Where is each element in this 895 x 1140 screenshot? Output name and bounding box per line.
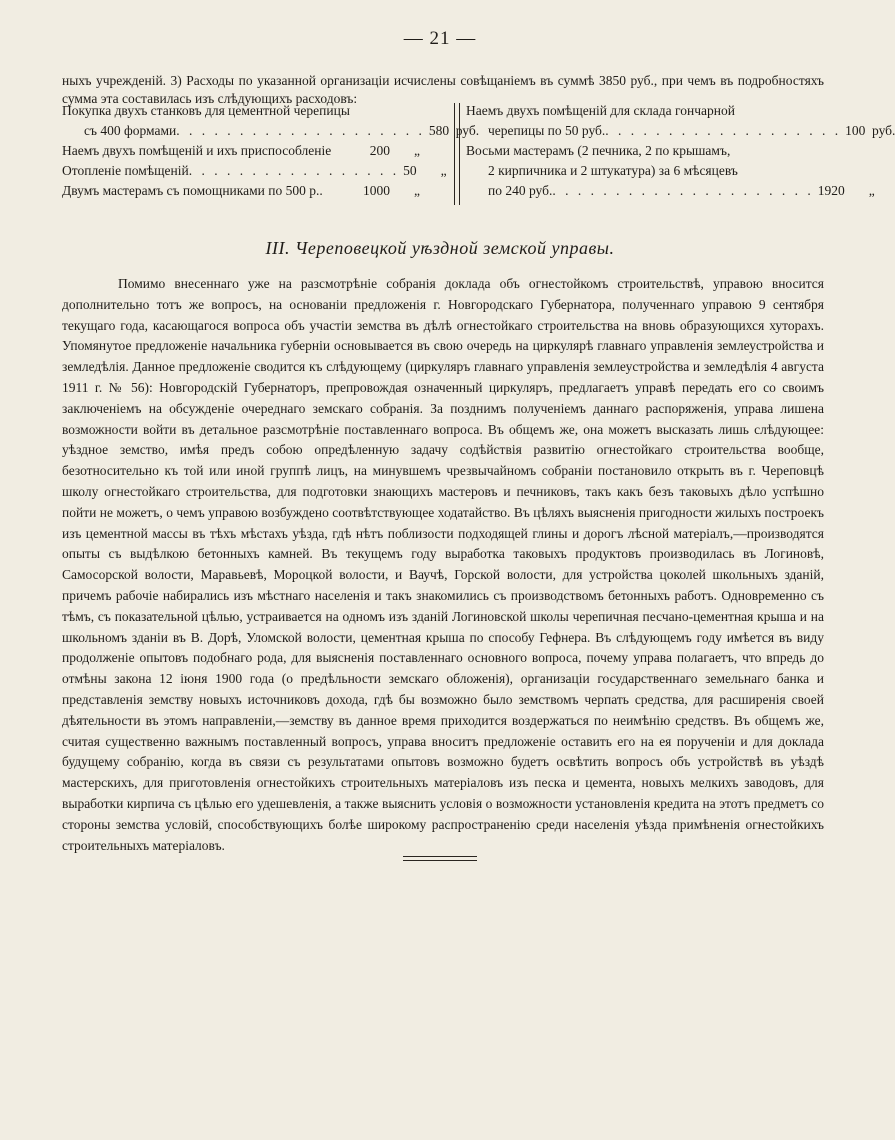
expense-amount: 580 (428, 123, 450, 138)
expense-amount: 100 (845, 123, 866, 138)
leader-dots: . . . . . . . . . . . . . . . . . . . . (176, 123, 425, 138)
intro-text: ныхъ учрежденій. 3) Расходы по указанной организаціи исчислены совѣщаніемъ въ суммѣ 3850 руб., при чемъ въ подробностяхъ сумма эта составилась изъ слѣдующихъ расходовъ: (62, 73, 824, 106)
expense-label: по 240 руб. (488, 183, 553, 198)
leader-dots: . . . . . . . . . . . . . . . . . . . (605, 123, 842, 138)
section-title: III. Череповецкой уѣздной земской управы. (265, 238, 615, 258)
expense-amount: 1000 (363, 183, 390, 198)
expense-label: 2 кирпичника и 2 штукатура) за 6 мѣсяцевъ (488, 163, 738, 178)
expense-label: Восьми мастерамъ (2 печника, 2 по крышамъ, (466, 143, 731, 158)
closing-rule (403, 856, 477, 861)
expense-amount: 200 (369, 143, 390, 158)
expense-row (466, 121, 895, 141)
expenses-right-column (466, 101, 895, 201)
expense-row (62, 161, 447, 181)
expenses-left-column (62, 101, 480, 201)
expense-row (62, 121, 480, 141)
expense-row (62, 101, 420, 121)
expense-row (466, 161, 826, 181)
expense-row (62, 141, 420, 161)
column-divider (454, 103, 460, 205)
expense-unit: руб. (872, 123, 895, 138)
expense-row (62, 181, 420, 201)
expense-amount: 1920 (817, 183, 845, 198)
expense-row (466, 181, 875, 201)
leader-dots: . (319, 183, 326, 198)
expense-row (466, 141, 826, 161)
expense-unit: „ (440, 163, 447, 178)
leader-dots: . . . . . . . . . . . . . . . . . . . . . (552, 183, 814, 198)
leader-dots: . . . . . . . . . . . . . . . . . (188, 163, 400, 178)
expense-row (466, 101, 826, 121)
body-paragraph: Помимо внесеннаго уже на разсмотрѣніе собранія доклада объ огнестойкомъ строительствѣ, управою вносится дополнительно тотъ же вопросъ, на основаніи предложенія г. Новгородскаго Губернатора, полученнаго управою 9 сентября текущаго года, касающагося вопроса объ участіи земства въ дѣлѣ огнестойкаго строительства на вновь образующихся хуторахъ. Упомянутое предложеніе начальника губерніи основывается въ свою очередь на циркулярѣ главнаго управленія землеустройства и земледѣлія. Данное предложеніе сводится къ слѣдующему (циркуляръ главнаго управленія землеустройства и земледѣлія 4 августа 1911 г. № 56): Новгородскій Губернаторъ, препровождая означенный циркуляръ, предлагаетъ управѣ передать его со своимъ заключеніемъ на обсужденіе очереднаго земскаго собранія. За позднимъ полученіемъ даннаго распоряженія, управа лишена возможности войти въ детальное разсмотрѣніе поставленнаго вопроса. Въ общемъ же, она можетъ высказать лишь слѣдующее: уѣздное земство, имѣя предъ собою опредѣленную задачу содѣйствія развитію огнестойкаго строительства вообще, безотносительно къ той или иной группѣ лицъ, на минувшемъ чрезвычайномъ собраніи постановило открыть въ г. Череповцѣ школу огнестойкаго строительства, для подготовки знающихъ мастеровъ и печниковъ, такъ какъ безъ таковыхъ дѣло успѣшно пойти не можетъ, о чемъ управою возбуждено соотвѣтствующее ходатайство. Въ цѣляхъ выясненія пригодности жилыхъ построекъ изъ цементной массы въ тѣхъ мѣстахъ уѣзда, гдѣ нѣтъ поблизости подходящей глины и дорогъ лѣсной матеріалъ,—производятся опыты съ выдѣлкою бетонныхъ камней. Въ текущемъ году выработка таковыхъ продуктовъ производилась въ Логиновѣ, Самосорской волости, Маравьевѣ, Мороцкой волости, и Ваучѣ, Горской волости, для устройства цоколей школьныхъ зданій, причемъ рабочіе набирались изъ мѣстнаго населенія и такъ знакомились съ производствомъ бетонныхъ работъ. Одновременно съ тѣмъ, съ показательной цѣлью, устраивается на одномъ изъ зданій Логиновской школы черепичная песчано-цементная крыша и на школьномъ зданіи въ В. Дорѣ, Уломской волости, цементная крыша по способу Гефнера. Въ слѣдующемъ году имѣется въ виду продолженіе опытовъ подобнаго рода, для выясненія поставленнаго основного вопроса, почему управа полагаетъ, что впредь до отмѣны закона 12 іюня 1900 года (о предѣльности земскаго обложенія), организаціи государственнаго земельнаго банка и представленія земству новыхъ источниковъ дохода, гдѣ бы возможно было земствомъ черпать средства, для расширенія своей дѣятельности въ этомъ направленіи,—земству въ данное время приходится воздержаться по неимѣнію средствъ. Въ общемъ же, считая существенно важнымъ поставленный вопросъ, управа вноситъ предложеніе оставить его на ея порученіи и для доклада будущему собранію, когда въ связи съ результатами опытовъ возможно будетъ освѣтить вопросъ объ устройствѣ въ уѣздѣ мастерскихъ, для приготовленія огнестойкихъ строительныхъ матеріаловъ изъ песка и цемента, новыхъ мелкихъ заводовъ, для выработки кирпича съ цѣлью его удешевленія, а также выяснить условія о возможности установленія кредита на этотъ предметъ со стороны земства условій, способствующихъ болѣе широкому распространенію среди населенія уѣзда примѣненія огнестойкихъ строительныхъ матеріаловъ. (62, 276, 824, 853)
expense-label: Наемъ двухъ помѣщеній и ихъ приспособленіе (62, 143, 332, 158)
expense-unit: „ (414, 143, 420, 158)
expense-unit: „ (868, 183, 875, 198)
expense-amount: 50 (403, 163, 417, 178)
expense-unit: „ (414, 183, 420, 198)
expense-label: черепицы по 50 руб. (488, 123, 606, 138)
expense-label: Двумъ мастерамъ съ помощниками по 500 р. (62, 183, 320, 198)
page-number: — 21 — (403, 28, 477, 49)
body-text (62, 274, 824, 856)
expense-label: Покупка двухъ станковъ для цементной черепицы (62, 103, 350, 118)
expense-label: Отопленіе помѣщеній (62, 163, 189, 178)
expense-label: Наемъ двухъ помѣщеній для склада гончарной (466, 103, 735, 118)
expense-label: съ 400 формами (84, 123, 177, 138)
expense-unit: руб. (455, 123, 480, 138)
